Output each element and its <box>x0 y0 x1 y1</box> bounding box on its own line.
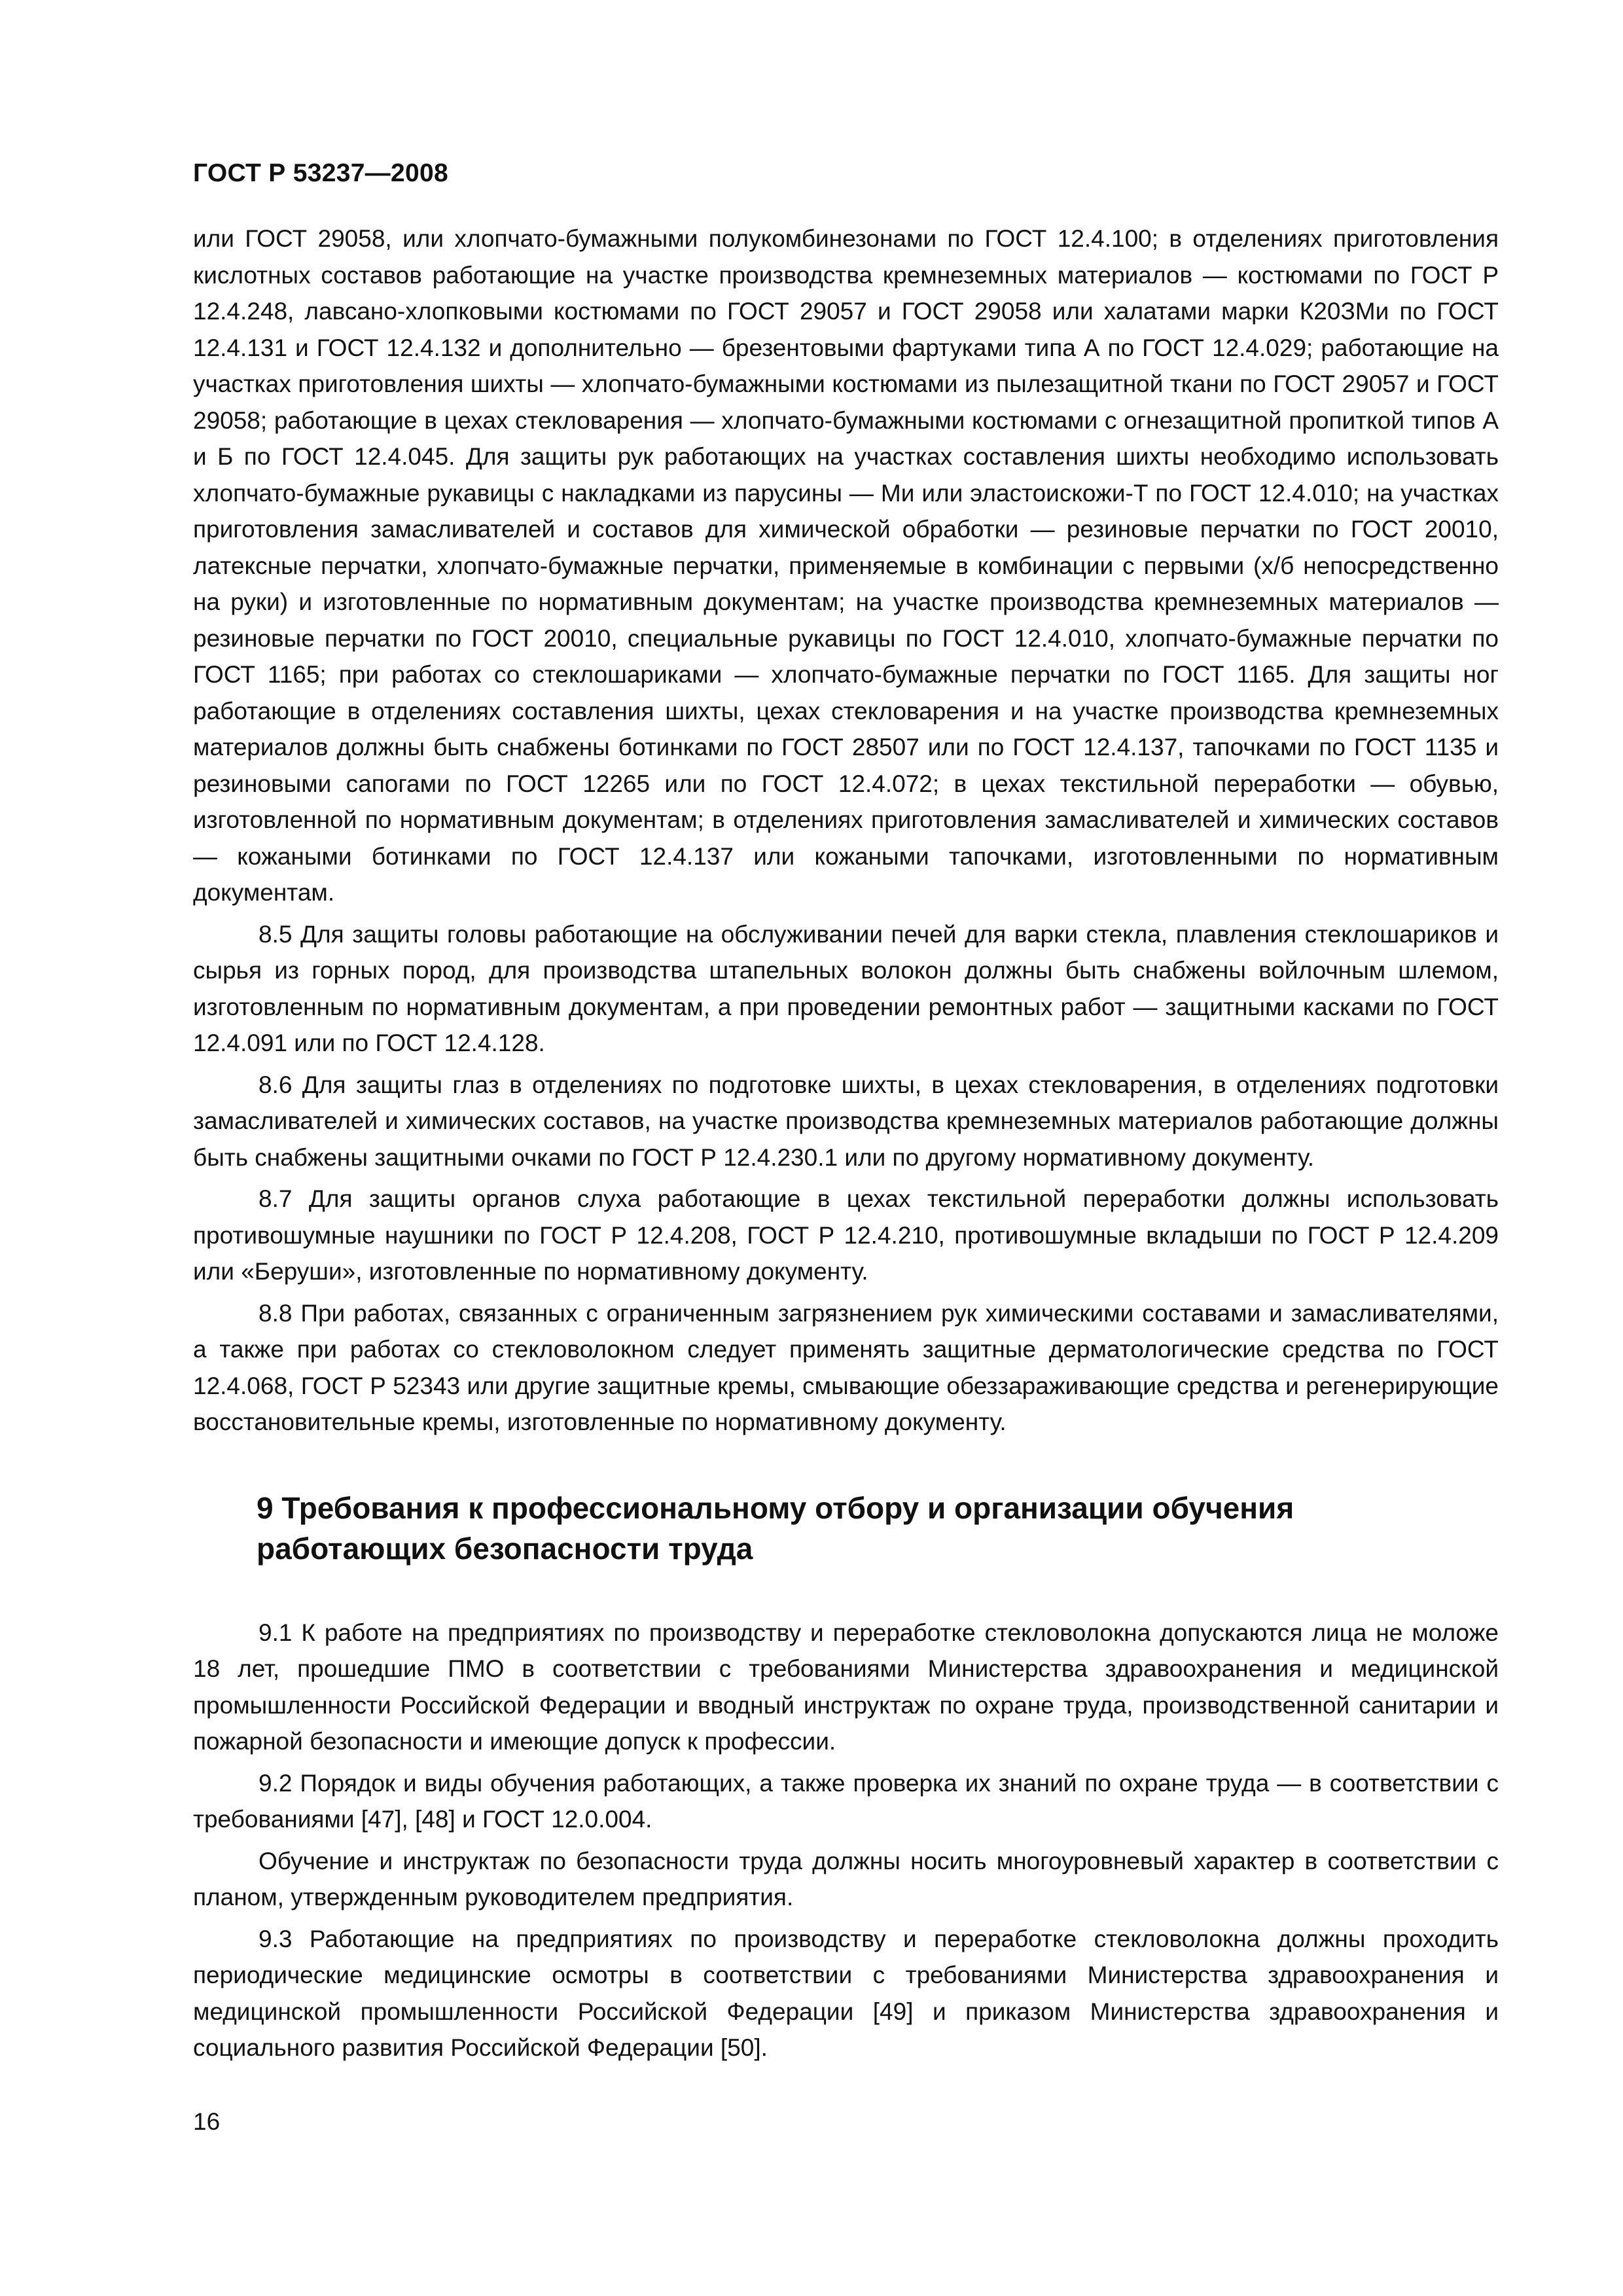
clause-9-2: 9.2 Порядок и виды обучения работающих, а также проверка их знаний по охране труда — в соответствии с требованиями [47], [48] и ГОСТ 12.0.004. <box>193 1769 1499 1833</box>
page-number: 16 <box>193 2108 221 2135</box>
section-heading: 9 Требования к профессиональному отбору и организации обучения работающих безопасности труда <box>257 1490 1294 1566</box>
clause-8-8: 8.8 При работах, связанных с ограниченным загрязнением рук химическими составами и замасливателями, а также при работах со стекловолокном следует применять защитные дерматологические средства по ГОСТ 12.4.068, ГОСТ Р 52343 или другие защитные кремы, смывающие обеззараживающие средства и регенерирующие восстановительные кремы, изготовленные по нормативному документу. <box>193 1299 1499 1435</box>
clause-8-7: 8.7 Для защиты органов слуха работающие в цехах текстильной переработки должны использовать противошумные наушники по ГОСТ Р 12.4.208, ГОСТ Р 12.4.210, противошумные вкладыши по ГОСТ Р 12.4.209 или «Беруши», изготовленные по нормативному документу. <box>193 1185 1499 1285</box>
clause-9-1: 9.1 К работе на предприятиях по производству и переработке стекловолокна допускаются лица не моложе 18 лет, прошедшие ПМО в соответствии с требованиями Министерства здравоохранения и медицинской промышленности Российской Федерации и вводный инструктаж по охране труда, производственной санитарии и пожарной безопасности и имеющие допуск к профессии. <box>193 1619 1499 1755</box>
clause-8-5: 8.5 Для защиты головы работающие на обслуживании печей для варки стекла, плавления стеклошариков и сырья из горных пород, для производства штапельных волокон должны быть снабжены войлочным шлемом, изготовленным по нормативным документам, а при проведении ремонтных работ — защитными касками по ГОСТ 12.4.091 или по ГОСТ 12.4.128. <box>193 920 1499 1056</box>
body-paragraph: Обучение и инструктаж по безопасности труда должны носить многоуровневый характер в соответствии с планом, утвержденным руководителем предприятия. <box>193 1847 1499 1910</box>
body-paragraph: или ГОСТ 29058, или хлопчато-бумажными полукомбинезонами по ГОСТ 12.4.100; в отделениях приготовления кислотных составов работающие на участке производства кремнеземных материалов — костюмами по ГОСТ Р 12.4.248, лавсано-хлопковыми костюмами по ГОСТ 29057 и ГОСТ 29058 или халатами марки К20ЗМи по ГОСТ 12.4.131 и ГОСТ 12.4.132 и дополнительно — брезентовыми фартуками типа А по ГОСТ 12.4.029; работающие на участках приготовления шихты — хлопчато-бумажными костюмами из пылезащитной ткани по ГОСТ 29057 и ГОСТ 29058; работающие в цехах стекловарения — хлопчато-бумажными костюмами с огнезащитной пропиткой типов А и Б по ГОСТ 12.4.045. Для защиты рук работающих на участках составления шихты необходимо использовать хлопчато-бумажные рукавицы с накладками из парусины — Ми или эластоискожи-Т по ГОСТ 12.4.010; на участках приготовления замасливателей и составов для химической обработки — резиновые перчатки по ГОСТ 20010, латексные перчатки, хлопчато-бумажные перчатки, применяемые в комбинации с первыми (х/б непосредственно на руки) и изготовленные по нормативным документам; на участке производства кремнеземных материалов — резиновые перчатки по ГОСТ 20010, специальные рукавицы по ГОСТ 12.4.010, хлопчато-бумажные перчатки по ГОСТ 1165; при работах со стеклошариками — хлопчато-бумажные перчатки по ГОСТ 1165. Для защиты ног работающие в отделениях составления шихты, цехах стекловарения и на участке производства кремнеземных материалов должны быть снабжены ботинками по ГОСТ 28507 или по ГОСТ 12.4.137, тапочками по ГОСТ 1135 и резиновыми сапогами по ГОСТ 12265 или по ГОСТ 12.4.072; в цехах текстильной переработки — обувью, изготовленной по нормативным документам; в отделениях приготовления замасливателей и химических составов — кожаными ботинками по ГОСТ 12.4.137 или кожаными тапочками, изготовленными по нормативным документам. <box>193 225 1499 906</box>
document-header: ГОСТ Р 53237—2008 <box>193 159 448 187</box>
document-body <box>193 221 1499 2072</box>
clause-9-3: 9.3 Работающие на предприятиях по производству и переработке стекловолокна должны проходить периодические медицинские осмотры в соответствии с требованиями Министерства здравоохранения и медицинской промышленности Российской Федерации [49] и приказом Министерства здравоохранения и социального развития Российской Федерации [50]. <box>193 1925 1499 2061</box>
clause-8-6: 8.6 Для защиты глаз в отделениях по подготовке шихты, в цехах стекловарения, в отделениях подготовки замасливателей и химических составов, на участке производства кремнеземных материалов работающие должны быть снабжены защитными очками по ГОСТ Р 12.4.230.1 или по другому нормативному документу. <box>193 1071 1499 1171</box>
